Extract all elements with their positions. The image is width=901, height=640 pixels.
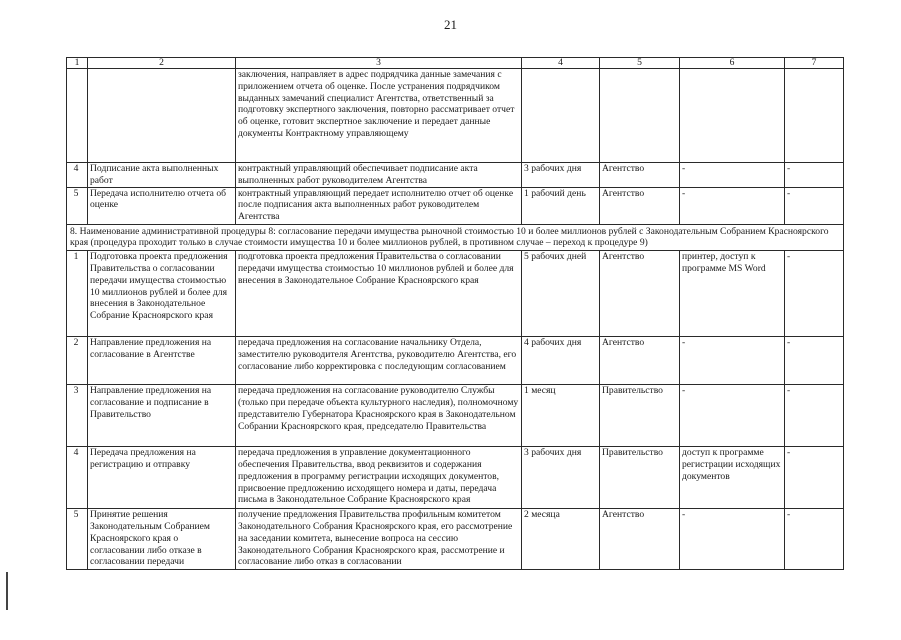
- table-row: [67, 69, 844, 163]
- table-row: [67, 163, 844, 188]
- step-description: получение предложения Правительства профильным комитетом Законодательного Собрания Красноярского края, его рассмотрение на заседании комитета, вынесение вопроса на сессию Законодательного Собрания Красноярского края, рассмотрение и согласование либо отказ в согласовании: [236, 509, 522, 570]
- step-duration: 2 месяца: [522, 509, 600, 570]
- column-number: 6: [680, 58, 785, 69]
- procedure-header-row: [67, 224, 844, 251]
- step-resources: -: [680, 163, 785, 188]
- step-number: 4: [67, 163, 88, 188]
- step-name: Передача исполнителю отчета об оценке: [88, 187, 236, 224]
- step-number: 4: [67, 447, 88, 509]
- step-forms: -: [785, 337, 844, 385]
- table-row: [67, 447, 844, 509]
- step-number: 5: [67, 509, 88, 570]
- step-forms: -: [785, 447, 844, 509]
- step-executor: Правительство: [600, 385, 680, 447]
- step-duration: 1 рабочий день: [522, 187, 600, 224]
- step-resources: -: [680, 385, 785, 447]
- step-executor: Агентство: [600, 163, 680, 188]
- column-number: 2: [88, 58, 236, 69]
- page-number: 21: [444, 17, 457, 32]
- step-name: Направление предложения на согласование в Агентстве: [88, 337, 236, 385]
- step-executor: Агентство: [600, 509, 680, 570]
- column-number: 4: [522, 58, 600, 69]
- procedure-title: 8. Наименование административной процедуры 8: согласование передачи имущества рыночной стоимостью 10 и более миллионов рублей с Законодательным Собранием Красноярского края (процедура проходит только в случае стоимости имущества 10 и более миллионов рублей, в противном случае – переход к процедуре 9): [67, 224, 844, 251]
- step-executor: Агентство: [600, 187, 680, 224]
- step-resources: доступ к программе регистрации исходящих документов: [680, 447, 785, 509]
- column-number: 1: [67, 58, 88, 69]
- step-duration: 5 рабочих дней: [522, 251, 600, 337]
- step-forms: -: [785, 251, 844, 337]
- step-forms: -: [785, 163, 844, 188]
- table-row: [67, 251, 844, 337]
- step-duration: [522, 69, 600, 163]
- step-executor: Агентство: [600, 251, 680, 337]
- step-forms: -: [785, 509, 844, 570]
- column-number: 7: [785, 58, 844, 69]
- table-row: [67, 187, 844, 224]
- step-name: [88, 69, 236, 163]
- step-forms: [785, 69, 844, 163]
- step-number: [67, 69, 88, 163]
- step-description: передача предложения на согласование руководителю Службы (только при передаче объекта культурного наследия), полномочному представителю Губернатора Красноярского края в Законодательном Собрании Красноярского края, председателю Правительства: [236, 385, 522, 447]
- step-duration: 1 месяц: [522, 385, 600, 447]
- step-executor: Правительство: [600, 447, 680, 509]
- step-number: 2: [67, 337, 88, 385]
- column-number: 3: [236, 58, 522, 69]
- step-number: 5: [67, 187, 88, 224]
- step-duration: 3 рабочих дня: [522, 163, 600, 188]
- step-number: 1: [67, 251, 88, 337]
- scan-edge-mark: [6, 572, 8, 610]
- step-description: передача предложения в управление документационного обеспечения Правительства, ввод реквизитов и содержания предложения в программу регистрации исходящих документов, присвоение предложению исходящего номера и даты, передача письма в Законодательное Собрание Красноярского края: [236, 447, 522, 509]
- step-forms: -: [785, 187, 844, 224]
- column-number-row: [67, 58, 844, 69]
- column-number: 5: [600, 58, 680, 69]
- step-name: Подписание акта выполненных работ: [88, 163, 236, 188]
- step-name: Подготовка проекта предложения Правительства о согласовании передачи имущества стоимостью 10 миллионов рублей и более для внесения в Законодательное Собрание Красноярского края: [88, 251, 236, 337]
- step-executor: Агентство: [600, 337, 680, 385]
- step-executor: [600, 69, 680, 163]
- step-description: контрактный управляющий обеспечивает подписание акта выполненных работ руководителем Агентства: [236, 163, 522, 188]
- step-resources: -: [680, 187, 785, 224]
- step-number: 3: [67, 385, 88, 447]
- step-description: заключения, направляет в адрес подрядчика данные замечания с приложением отчета об оценке. После устранения подрядчиком выданных замечаний специалист Агентства, ответственный за подготовку экспертного заключения, повторно рассматривает отчет об оценке, готовит экспертное заключение и передает данные документы Контрактному управляющему: [236, 69, 522, 163]
- step-resources: -: [680, 337, 785, 385]
- table-row: [67, 337, 844, 385]
- step-description: передача предложения на согласование начальнику Отдела, заместителю руководителя Агентства, руководителю Агентства, его согласование либо корректировка с последующим согласованием: [236, 337, 522, 385]
- step-resources: принтер, доступ к программе MS Word: [680, 251, 785, 337]
- step-resources: -: [680, 509, 785, 570]
- procedure-table: [66, 57, 844, 570]
- step-duration: 3 рабочих дня: [522, 447, 600, 509]
- table-row: [67, 509, 844, 570]
- step-name: Направление предложения на согласование и подписание в Правительство: [88, 385, 236, 447]
- step-resources: [680, 69, 785, 163]
- table-row: [67, 385, 844, 447]
- step-duration: 4 рабочих дня: [522, 337, 600, 385]
- step-description: контрактный управляющий передает исполнителю отчет об оценке после подписания акта выполненных работ руководителем Агентства: [236, 187, 522, 224]
- step-name: Передача предложения на регистрацию и отправку: [88, 447, 236, 509]
- step-name: Принятие решения Законодательным Собранием Красноярского края о согласовании либо отказе в согласовании передачи: [88, 509, 236, 570]
- step-forms: -: [785, 385, 844, 447]
- step-description: подготовка проекта предложения Правительства о согласовании передачи имущества стоимостью 10 миллионов рублей и более для внесения в Законодательное Собрание Красноярского края: [236, 251, 522, 337]
